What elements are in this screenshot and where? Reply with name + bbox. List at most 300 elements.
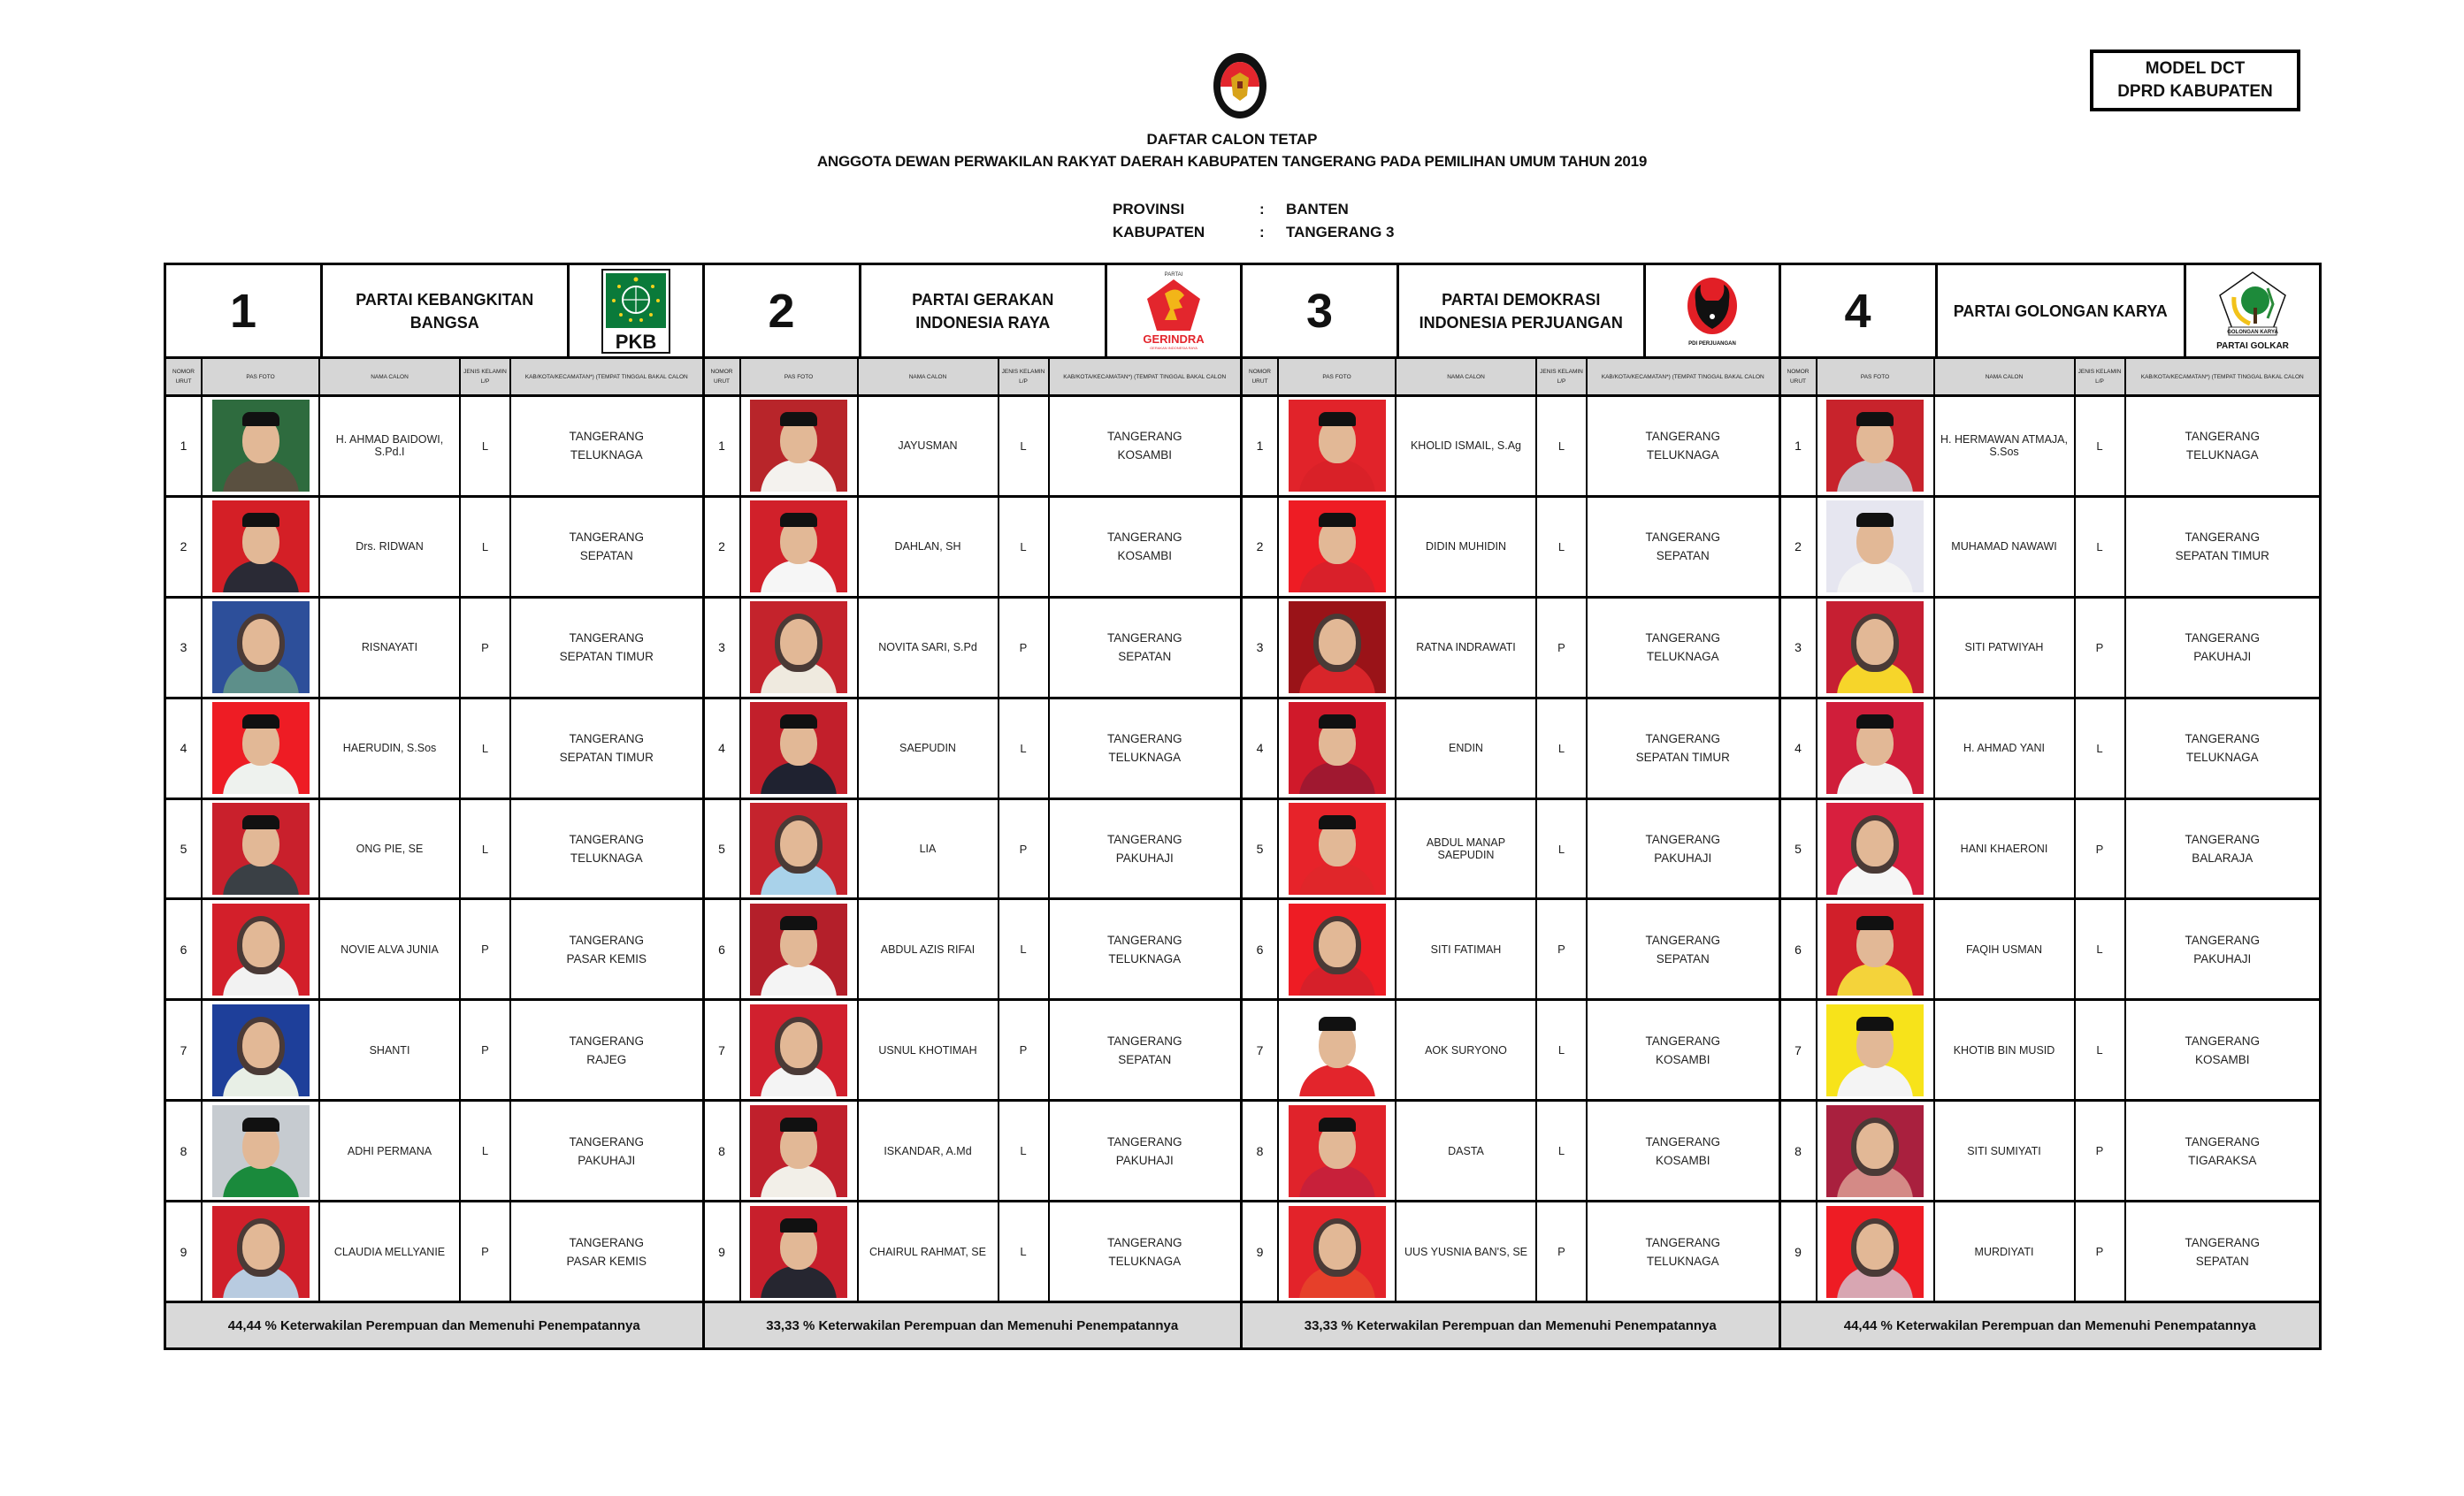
candidate-name: DASTA — [1397, 1102, 1537, 1200]
candidate-photo — [750, 601, 847, 693]
residence-line-2: PASAR KEMIS — [566, 1254, 647, 1268]
residence-line-2: SEPATAN TIMUR — [2175, 549, 2269, 563]
residence-line-2: TELUKNAGA — [1108, 751, 1182, 765]
table-row — [166, 800, 702, 901]
residence-line-2: TELUKNAGA — [570, 851, 643, 865]
party-block — [705, 265, 1243, 1347]
residence-line-2: SEPATAN TIMUR — [559, 751, 654, 765]
candidate-photo-cell — [1817, 1202, 1935, 1301]
table-row — [166, 397, 702, 498]
candidate-gender: L — [999, 397, 1050, 495]
pdip-logo-icon — [1646, 265, 1779, 356]
residence-line-1: TANGERANG — [1645, 732, 1720, 746]
party-name: PARTAI DEMOKRASI INDONESIA PERJUANGAN — [1399, 265, 1646, 356]
candidate-number: 1 — [705, 397, 741, 495]
candidate-residence — [2126, 599, 2320, 697]
candidate-photo — [212, 1105, 310, 1197]
candidate-number: 5 — [1243, 800, 1279, 898]
candidate-residence — [1050, 599, 1241, 697]
residence-line-1: TANGERANG — [2185, 1034, 2260, 1048]
candidate-number: 5 — [1781, 800, 1817, 898]
meta-value: BANTEN — [1286, 201, 1349, 218]
table-row — [1243, 397, 1779, 498]
candidate-number: 8 — [166, 1102, 203, 1200]
party-name: PARTAI GOLONGAN KARYA — [1938, 265, 2187, 356]
table-row — [166, 699, 702, 800]
candidate-name: ABDUL MANAP SAEPUDIN — [1397, 800, 1537, 898]
col-pas-foto: PAS FOTO — [741, 359, 859, 394]
candidate-photo-cell — [1279, 1202, 1397, 1301]
document-subtitle: ANGGOTA DEWAN PERWAKILAN RAKYAT DAERAH KABUPATEN TANGERANG PADA PEMILIHAN UMUM TAHUN 2019 — [816, 153, 1648, 170]
candidate-name: ADHI PERMANA — [320, 1102, 461, 1200]
candidate-gender: P — [2076, 1202, 2126, 1301]
candidate-number: 3 — [1243, 599, 1279, 697]
candidate-residence — [2126, 1102, 2320, 1200]
candidate-number: 4 — [705, 699, 741, 798]
candidate-number: 6 — [1781, 900, 1817, 998]
candidate-photo-cell — [741, 397, 859, 495]
candidate-name: JAYUSMAN — [859, 397, 999, 495]
residence-line-2: PAKUHAJI — [1115, 1153, 1174, 1167]
candidate-gender: P — [461, 1202, 511, 1301]
table-row — [166, 599, 702, 699]
residence-line-1: TANGERANG — [569, 732, 644, 746]
candidate-gender: L — [1537, 800, 1588, 898]
residence-line-2: TELUKNAGA — [1108, 951, 1182, 966]
candidate-name: KHOLID ISMAIL, S.Ag — [1397, 397, 1537, 495]
candidate-number: 4 — [166, 699, 203, 798]
candidate-gender: L — [2076, 699, 2126, 798]
candidate-gender: P — [2076, 1102, 2126, 1200]
party-header — [705, 265, 1241, 359]
residence-line-1: TANGERANG — [1106, 1034, 1182, 1048]
table-row — [1781, 900, 2320, 1001]
candidate-gender: P — [461, 599, 511, 697]
party-header — [1781, 265, 2320, 359]
candidate-number: 3 — [1781, 599, 1817, 697]
candidate-gender: L — [999, 699, 1050, 798]
table-row — [166, 1001, 702, 1102]
candidate-list — [705, 397, 1241, 1303]
golkar-logo-icon — [2186, 265, 2319, 356]
candidate-photo-cell — [1817, 498, 1935, 596]
candidate-number: 1 — [1243, 397, 1279, 495]
candidate-gender: L — [2076, 498, 2126, 596]
candidate-number: 2 — [1243, 498, 1279, 596]
candidate-table — [164, 263, 2322, 1350]
residence-line-1: TANGERANG — [569, 1034, 644, 1048]
residence-line-1: TANGERANG — [1645, 1235, 1720, 1249]
table-row — [166, 1102, 702, 1202]
table-row — [705, 1102, 1241, 1202]
candidate-gender: L — [461, 1102, 511, 1200]
party-number: 3 — [1243, 265, 1399, 356]
candidate-photo-cell — [741, 1001, 859, 1099]
candidate-number: 5 — [705, 800, 741, 898]
residence-line-2: PAKUHAJI — [1654, 851, 1712, 865]
candidate-name: FAQIH USMAN — [1935, 900, 2076, 998]
candidate-photo — [750, 1105, 847, 1197]
candidate-number: 3 — [166, 599, 203, 697]
candidate-photo-cell — [1817, 1102, 1935, 1200]
candidate-gender: P — [461, 1001, 511, 1099]
residence-line-1: TANGERANG — [569, 1235, 644, 1249]
candidate-photo-cell — [203, 900, 320, 998]
residence-line-2: SEPATAN — [579, 549, 633, 563]
candidate-number: 2 — [705, 498, 741, 596]
candidate-list — [1243, 397, 1779, 1303]
candidate-number: 1 — [1781, 397, 1817, 495]
col-nama-calon: NAMA CALON — [1935, 359, 2076, 394]
candidate-photo-cell — [1817, 699, 1935, 798]
candidate-gender: P — [1537, 900, 1588, 998]
residence-line-1: TANGERANG — [2185, 833, 2260, 846]
residence-line-1: TANGERANG — [1106, 1134, 1182, 1149]
party-block — [1243, 265, 1781, 1347]
candidate-name: CHAIRUL RAHMAT, SE — [859, 1202, 999, 1301]
candidate-residence — [511, 1001, 702, 1099]
residence-line-2: KOSAMBI — [1117, 549, 1172, 563]
candidate-residence — [511, 800, 702, 898]
candidate-photo — [1826, 500, 1924, 592]
candidate-residence — [1588, 498, 1779, 596]
candidate-number: 9 — [1243, 1202, 1279, 1301]
candidate-residence — [1588, 397, 1779, 495]
table-row — [1781, 1102, 2320, 1202]
residence-line-1: TANGERANG — [2185, 631, 2260, 645]
residence-line-1: TANGERANG — [569, 1134, 644, 1149]
col-nama-calon: NAMA CALON — [859, 359, 999, 394]
residence-line-2: PASAR KEMIS — [566, 951, 647, 966]
candidate-photo-cell — [1817, 900, 1935, 998]
candidate-residence — [1050, 498, 1241, 596]
svg-text:PKB: PKB — [615, 330, 656, 353]
col-tempat-tinggal: KAB/KOTA/KECAMATAN*) (TEMPAT TINGGAL BAKAL CALON — [524, 373, 688, 380]
residence-line-1: TANGERANG — [1106, 631, 1182, 645]
table-row — [1243, 800, 1779, 901]
candidate-residence — [1588, 599, 1779, 697]
meta-value: TANGERANG 3 — [1286, 224, 1395, 240]
table-row — [1781, 699, 2320, 800]
candidate-gender: L — [2076, 1001, 2126, 1099]
candidate-gender: L — [2076, 900, 2126, 998]
candidate-number: 5 — [166, 800, 203, 898]
candidate-photo — [1289, 702, 1386, 794]
candidate-residence — [1050, 1102, 1241, 1200]
residence-line-2: SEPATAN — [1118, 1052, 1172, 1066]
candidate-photo — [1826, 904, 1924, 996]
candidate-residence — [511, 1202, 702, 1301]
region-meta — [1113, 198, 1394, 244]
col-jenis-kelamin: JENIS KELAMIN L/P — [1537, 359, 1588, 394]
candidate-number: 9 — [166, 1202, 203, 1301]
residence-line-2: SEPATAN TIMUR — [1635, 751, 1730, 765]
candidate-residence — [2126, 397, 2320, 495]
col-nama-calon: NAMA CALON — [320, 359, 461, 394]
candidate-number: 8 — [1781, 1102, 1817, 1200]
candidate-photo-cell — [203, 397, 320, 495]
residence-line-1: TANGERANG — [2185, 530, 2260, 545]
col-nomor-urut: NOMOR URUT — [705, 359, 741, 394]
table-row — [166, 498, 702, 599]
candidate-photo — [1289, 1004, 1386, 1096]
table-row — [166, 1202, 702, 1303]
candidate-residence — [1050, 1001, 1241, 1099]
residence-line-1: TANGERANG — [1106, 732, 1182, 746]
candidate-photo-cell — [741, 599, 859, 697]
col-tempat-tinggal: KAB/KOTA/KECAMATAN*) (TEMPAT TINGGAL BAKAL CALON — [1063, 373, 1227, 380]
candidate-number: 7 — [1243, 1001, 1279, 1099]
candidate-gender: P — [1537, 1202, 1588, 1301]
party-block — [1781, 265, 2320, 1347]
table-row — [1243, 699, 1779, 800]
candidate-photo — [212, 500, 310, 592]
meta-sep: : — [1259, 224, 1265, 240]
residence-line-2: KOSAMBI — [2194, 1052, 2250, 1066]
residence-line-1: TANGERANG — [569, 933, 644, 947]
col-tempat-tinggal: KAB/KOTA/KECAMATAN*) (TEMPAT TINGGAL BAKAL CALON — [2140, 373, 2304, 380]
pkb-logo-icon — [570, 265, 702, 356]
residence-line-1: TANGERANG — [1645, 933, 1720, 947]
table-row — [1243, 498, 1779, 599]
residence-line-2: TELUKNAGA — [570, 448, 643, 462]
candidate-name: H. AHMAD BAIDOWI, S.Pd.I — [320, 397, 461, 495]
party-name: PARTAI KEBANGKITAN BANGSA — [323, 265, 570, 356]
candidate-name: SITI SUMIYATI — [1935, 1102, 2076, 1200]
women-representation-note: 33,33 % Keterwakilan Perempuan dan Memenuhi Penempatannya — [705, 1303, 1241, 1347]
candidate-photo — [1826, 702, 1924, 794]
residence-line-1: TANGERANG — [569, 430, 644, 444]
candidate-photo — [212, 702, 310, 794]
candidate-name: ONG PIE, SE — [320, 800, 461, 898]
candidate-photo — [1289, 500, 1386, 592]
candidate-photo-cell — [203, 1202, 320, 1301]
candidate-name: HANI KHAERONI — [1935, 800, 2076, 898]
table-row — [705, 900, 1241, 1001]
model-line-2: DPRD KABUPATEN — [2117, 82, 2273, 101]
residence-line-1: TANGERANG — [1645, 833, 1720, 846]
residence-line-2: SEPATAN TIMUR — [559, 650, 654, 664]
candidate-photo-cell — [741, 800, 859, 898]
candidate-name: UUS YUSNIA BAN'S, SE — [1397, 1202, 1537, 1301]
candidate-number: 4 — [1781, 699, 1817, 798]
candidate-photo-cell — [203, 800, 320, 898]
meta-label: PROVINSI — [1113, 201, 1185, 218]
candidate-photo-cell — [1279, 599, 1397, 697]
candidate-residence — [1588, 1001, 1779, 1099]
candidate-gender: L — [461, 699, 511, 798]
table-row — [1781, 800, 2320, 901]
candidate-photo — [212, 1206, 310, 1298]
candidate-residence — [1588, 1202, 1779, 1301]
residence-line-1: TANGERANG — [2185, 1134, 2260, 1149]
candidate-photo-cell — [741, 498, 859, 596]
model-line-1: MODEL DCT — [2145, 59, 2246, 78]
candidate-gender: P — [461, 900, 511, 998]
table-row — [1243, 1202, 1779, 1303]
candidate-name: ISKANDAR, A.Md — [859, 1102, 999, 1200]
women-representation-note: 33,33 % Keterwakilan Perempuan dan Memenuhi Penempatannya — [1243, 1303, 1779, 1347]
candidate-number: 7 — [705, 1001, 741, 1099]
candidate-photo — [212, 1004, 310, 1096]
residence-line-2: RAJEG — [586, 1052, 627, 1066]
candidate-number: 6 — [705, 900, 741, 998]
candidate-name: MUHAMAD NAWAWI — [1935, 498, 2076, 596]
candidate-residence — [511, 699, 702, 798]
candidate-photo-cell — [1279, 1102, 1397, 1200]
candidate-photo-cell — [1279, 800, 1397, 898]
candidate-residence — [2126, 900, 2320, 998]
residence-line-2: TELUKNAGA — [1108, 1254, 1182, 1268]
candidate-photo-cell — [1817, 800, 1935, 898]
candidate-number: 7 — [166, 1001, 203, 1099]
candidate-name: NOVIE ALVA JUNIA — [320, 900, 461, 998]
candidate-photo — [1826, 400, 1924, 492]
candidate-gender: P — [999, 800, 1050, 898]
candidate-name: KHOTIB BIN MUSID — [1935, 1001, 2076, 1099]
table-row — [705, 800, 1241, 901]
candidate-list — [166, 397, 702, 1303]
meta-label: KABUPATEN — [1113, 224, 1205, 240]
candidate-photo — [750, 904, 847, 996]
candidate-photo-cell — [1279, 900, 1397, 998]
candidate-name: RISNAYATI — [320, 599, 461, 697]
candidate-gender: P — [1537, 599, 1588, 697]
candidate-name: ABDUL AZIS RIFAI — [859, 900, 999, 998]
candidate-photo — [750, 500, 847, 592]
party-header — [166, 265, 702, 359]
party-number: 4 — [1781, 265, 1938, 356]
party-name: PARTAI GERAKAN INDONESIA RAYA — [861, 265, 1108, 356]
residence-line-1: TANGERANG — [1106, 1235, 1182, 1249]
svg-text:GOLONGAN KARYA: GOLONGAN KARYA — [2227, 329, 2278, 335]
residence-line-2: PAKUHAJI — [2193, 951, 2252, 966]
candidate-residence — [2126, 1001, 2320, 1099]
residence-line-1: TANGERANG — [2185, 732, 2260, 746]
table-row — [1781, 1202, 2320, 1303]
table-row — [1781, 498, 2320, 599]
candidate-number: 2 — [166, 498, 203, 596]
candidate-name: SITI FATIMAH — [1397, 900, 1537, 998]
candidate-name: USNUL KHOTIMAH — [859, 1001, 999, 1099]
table-row — [1243, 599, 1779, 699]
candidate-gender: L — [999, 1202, 1050, 1301]
candidate-name: H. AHMAD YANI — [1935, 699, 2076, 798]
residence-line-2: SEPATAN — [1118, 650, 1172, 664]
candidate-name: DAHLAN, SH — [859, 498, 999, 596]
candidate-photo-cell — [1817, 599, 1935, 697]
residence-line-2: KOSAMBI — [1117, 448, 1172, 462]
candidate-photo — [1289, 601, 1386, 693]
residence-line-2: KOSAMBI — [1655, 1153, 1710, 1167]
candidate-number: 1 — [166, 397, 203, 495]
candidate-name: LIA — [859, 800, 999, 898]
table-row — [705, 498, 1241, 599]
col-tempat-tinggal: KAB/KOTA/KECAMATAN*) (TEMPAT TINGGAL BAKAL CALON — [1601, 373, 1764, 380]
meta-sep: : — [1259, 201, 1265, 218]
candidate-name: ENDIN — [1397, 699, 1537, 798]
candidate-residence — [2126, 498, 2320, 596]
residence-line-2: TELUKNAGA — [1646, 650, 1719, 664]
svg-text:PARTAI: PARTAI — [1164, 271, 1183, 278]
residence-line-1: TANGERANG — [1106, 530, 1182, 545]
candidate-gender: L — [1537, 699, 1588, 798]
candidate-gender: L — [1537, 1001, 1588, 1099]
table-row — [705, 397, 1241, 498]
candidate-residence — [511, 1102, 702, 1200]
col-pas-foto: PAS FOTO — [1279, 359, 1397, 394]
candidate-gender: L — [999, 1102, 1050, 1200]
candidate-photo — [212, 601, 310, 693]
candidate-name: CLAUDIA MELLYANIE — [320, 1202, 461, 1301]
candidate-residence — [511, 498, 702, 596]
candidate-number: 6 — [166, 900, 203, 998]
candidate-photo-cell — [203, 1102, 320, 1200]
col-nomor-urut: NOMOR URUT — [1243, 359, 1279, 394]
candidate-gender: P — [999, 1001, 1050, 1099]
candidate-photo — [1289, 1105, 1386, 1197]
table-row — [1781, 599, 2320, 699]
table-row — [1243, 1102, 1779, 1202]
column-headers — [1781, 359, 2320, 397]
candidate-name: HAERUDIN, S.Sos — [320, 699, 461, 798]
candidate-gender: L — [461, 800, 511, 898]
residence-line-2: TIGARAKSA — [2188, 1153, 2257, 1167]
gerindra-logo-icon — [1107, 265, 1240, 356]
candidate-name: Drs. RIDWAN — [320, 498, 461, 596]
candidate-name: SHANTI — [320, 1001, 461, 1099]
candidate-residence — [1050, 397, 1241, 495]
candidate-number: 6 — [1243, 900, 1279, 998]
candidate-photo-cell — [741, 900, 859, 998]
residence-line-2: SEPATAN — [1656, 951, 1710, 966]
document-title: DAFTAR CALON TETAP — [1146, 131, 1318, 148]
candidate-photo-cell — [741, 1102, 859, 1200]
candidate-photo — [750, 1004, 847, 1096]
candidate-photo-cell — [203, 1001, 320, 1099]
candidate-number: 8 — [1243, 1102, 1279, 1200]
candidate-photo-cell — [1817, 1001, 1935, 1099]
residence-line-2: SEPATAN — [1656, 549, 1710, 563]
candidate-name: AOK SURYONO — [1397, 1001, 1537, 1099]
candidate-photo-cell — [1279, 397, 1397, 495]
candidate-photo — [1826, 1105, 1924, 1197]
women-representation-note: 44,44 % Keterwakilan Perempuan dan Memenuhi Penempatannya — [166, 1303, 702, 1347]
table-row — [1781, 397, 2320, 498]
col-nomor-urut: NOMOR URUT — [1781, 359, 1817, 394]
residence-line-2: PAKUHAJI — [2193, 650, 2252, 664]
residence-line-2: TELUKNAGA — [1646, 1254, 1719, 1268]
candidate-residence — [1588, 1102, 1779, 1200]
candidate-residence — [1050, 800, 1241, 898]
table-row — [166, 900, 702, 1001]
table-row — [1243, 900, 1779, 1001]
party-number: 2 — [705, 265, 861, 356]
residence-line-1: TANGERANG — [569, 530, 644, 545]
candidate-residence — [1588, 800, 1779, 898]
residence-line-2: TELUKNAGA — [2185, 751, 2259, 765]
meta-provinsi — [1113, 198, 1394, 221]
candidate-name: DIDIN MUHIDIN — [1397, 498, 1537, 596]
candidate-gender: L — [2076, 397, 2126, 495]
candidate-photo — [1826, 601, 1924, 693]
candidate-photo — [1289, 904, 1386, 996]
col-nomor-urut: NOMOR URUT — [166, 359, 203, 394]
residence-line-2: KOSAMBI — [1655, 1052, 1710, 1066]
column-headers — [705, 359, 1241, 397]
candidate-gender: L — [1537, 1102, 1588, 1200]
party-header — [1243, 265, 1779, 359]
